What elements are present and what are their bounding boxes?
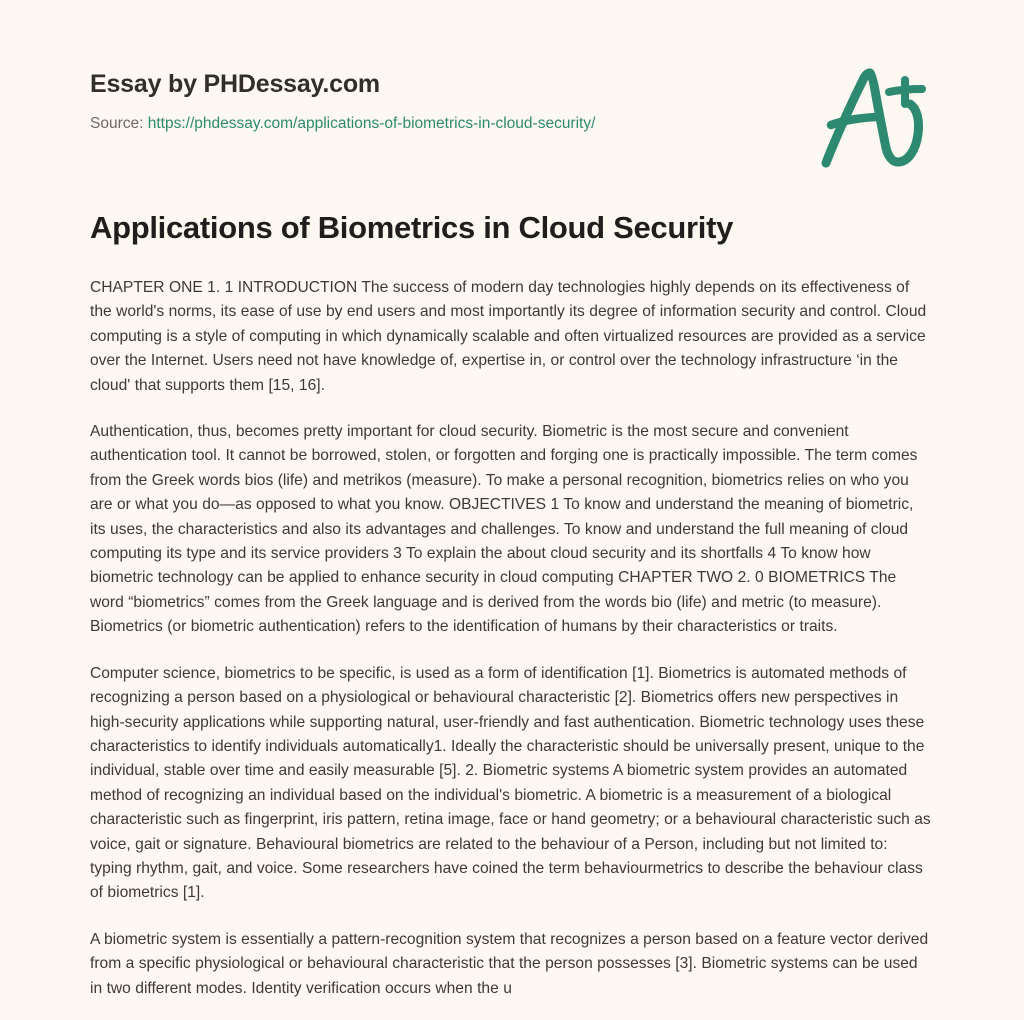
paragraph: Authentication, thus, becomes pretty important for cloud security. Biometric is the most secure and convenient authentication tool. It cannot be borrowed, stolen, or forgotten and forging one is practically impossible. The term comes from the Greek words bios (life) and metrikos (measure). To make a personal recognition, biometrics relies on who you are or what you do—as opposed to what you know. OBJECTIVES 1 To know and understand the meaning of biometric, its uses, the characteristics and also its advantages and challenges. To know and understand the full meaning of cloud computing its type and its service providers 3 To explain the about cloud security and its shortfalls 4 To know how biometric technology can be applied to enhance security in cloud computing CHAPTER TWO 2. 0 BIOMETRICS The word “biometrics” comes from the Greek language and is derived from the words bio (life) and metric (to measure). Biometrics (or biometric authentication) refers to the identification of humans by their characteristics or traits.	[90, 423, 918, 636]
aplus-logo	[812, 62, 930, 172]
article	[90, 208, 932, 1001]
source-label: Source:	[90, 115, 144, 132]
article-body	[90, 276, 932, 1001]
source-line	[90, 114, 710, 134]
paragraph: Computer science, biometrics to be specific, is used as a form of identification [1]. Biometrics is automated methods of recognizing a person based on a physiological or behavioural characteristic [2]. Biometrics offers new perspectives in high-security applications while supporting natural, user-friendly and fast authentication. Biometric technology uses these characteristics to identify individuals automatically1. Ideally the characteristic should be universally present, unique to the individual, stable over time and easily measurable [5]. 2. Biometric systems A biometric system provides an automated method of recognizing an individual based on the individual's biometric. A biometric is a measurement of a biological characteristic such as fingerprint, iris pattern, retina image, face or hand geometry; or a behavioural characteristic such as voice, gait or signature. Behavioural biometrics are related to the behaviour of a Person, including but not limited to: typing rhythm, gait, and voice. Some researchers have coined the term behaviourmetrics to describe the behaviour class of biometrics [1].	[90, 664, 931, 902]
article-title: Applications of Biometrics in Cloud Security	[90, 210, 734, 245]
brand-title: Essay by PHDessay.com	[90, 70, 380, 98]
aplus-logo-icon	[812, 62, 930, 172]
source-url-link[interactable]: https://phdessay.com/applications-of-biometrics-in-cloud-security/	[147, 115, 596, 132]
document-header	[0, 0, 1024, 180]
brand-block	[90, 68, 710, 134]
paragraph: A biometric system is essentially a pattern-recognition system that recognizes a person based on a feature vector derived from a specific physiological or behavioural characteristic that the person possesses [3]. Biometric systems can be used in two different modes. Identity verification occurs when the u	[90, 930, 929, 997]
paragraph: CHAPTER ONE 1. 1 INTRODUCTION The success of modern day technologies highly depends on its effectiveness of the world's norms, its ease of use by end users and most importantly its degree of information security and control. Cloud computing is a style of computing in which dynamically scalable and often virtualized resources are provided as a service over the Internet. Users need not have knowledge of, expertise in, or control over the technology infrastructure ‘in the cloud' that supports them [15, 16].	[90, 279, 927, 394]
